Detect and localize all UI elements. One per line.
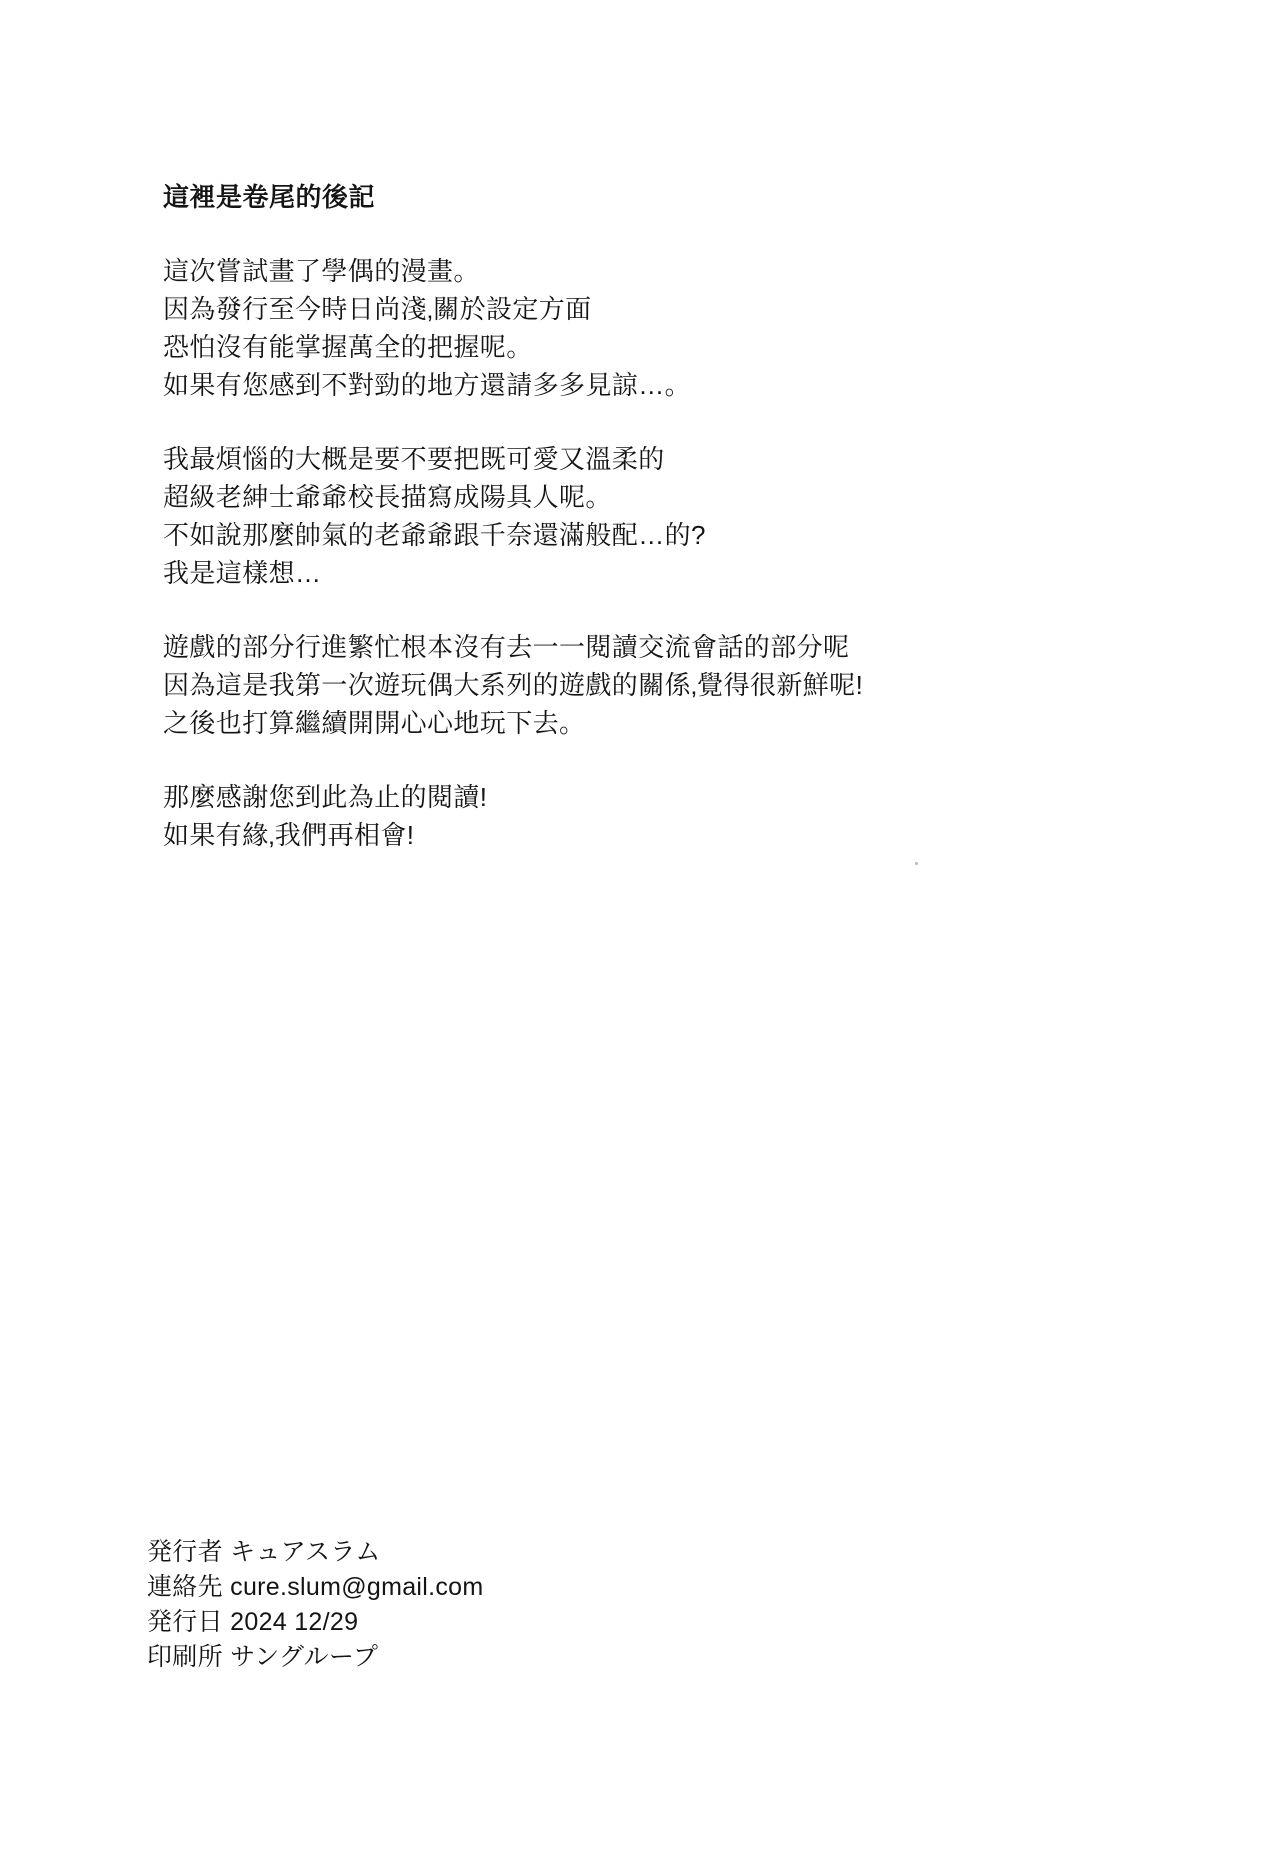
colophon-label: 発行者 [147, 1538, 231, 1566]
afterword-line: 之後也打算繼續開開心心地玩下去。 [163, 708, 586, 738]
afterword-line: 恐怕沒有能掌握萬全的把握呢。 [163, 332, 533, 362]
afterword-paragraph [163, 778, 1123, 854]
afterword-paragraph [163, 252, 1123, 404]
afterword-paragraph [163, 628, 1123, 742]
afterword-paragraph [163, 440, 1123, 592]
colophon-row [147, 1535, 947, 1570]
colophon-value: キュアスラム [230, 1538, 381, 1566]
afterword-line: 那麼感謝您到此為止的閱讀! [163, 782, 488, 812]
colophon-value-email: cure.slum@gmail.com [230, 1573, 484, 1601]
afterword-heading: 這裡是卷尾的後記 [163, 182, 376, 212]
page-speck [915, 862, 918, 865]
colophon-label: 連絡先 [147, 1573, 231, 1601]
afterword-line: 不如說那麼帥氣的老爺爺跟千奈還滿般配…的? [163, 520, 706, 550]
colophon-value-date: 2024 12/29 [230, 1608, 359, 1636]
afterword-line: 超級老紳士爺爺校長描寫成陽具人呢。 [163, 482, 612, 512]
colophon-label: 発行日 [147, 1608, 231, 1636]
colophon-block [147, 1535, 947, 1675]
afterword-line: 遊戲的部分行進繁忙根本沒有去一一閱讀交流會話的部分呢 [163, 632, 850, 662]
afterword-block [163, 178, 1123, 854]
afterword-line: 因為發行至今時日尚淺‚關於設定方面 [163, 294, 592, 324]
colophon-row [147, 1605, 947, 1640]
afterword-line: 如果有緣‚我們再相會! [163, 820, 415, 850]
afterword-line: 如果有您感到不對勁的地方還請多多見諒…。 [163, 370, 692, 400]
afterword-line: 我最煩惱的大概是要不要把既可愛又溫柔的 [163, 444, 665, 474]
colophon-row [147, 1570, 947, 1605]
afterword-line: 這次嘗試畫了學偶的漫畫。 [163, 256, 480, 286]
afterword-line: 因為這是我第一次遊玩偶大系列的遊戲的關係‚覺得很新鮮呢! [163, 670, 864, 700]
colophon-value: サングループ [230, 1643, 379, 1671]
afterword-line: 我是這樣想… [163, 558, 322, 588]
colophon-row [147, 1640, 947, 1675]
colophon-label: 印刷所 [147, 1643, 231, 1671]
